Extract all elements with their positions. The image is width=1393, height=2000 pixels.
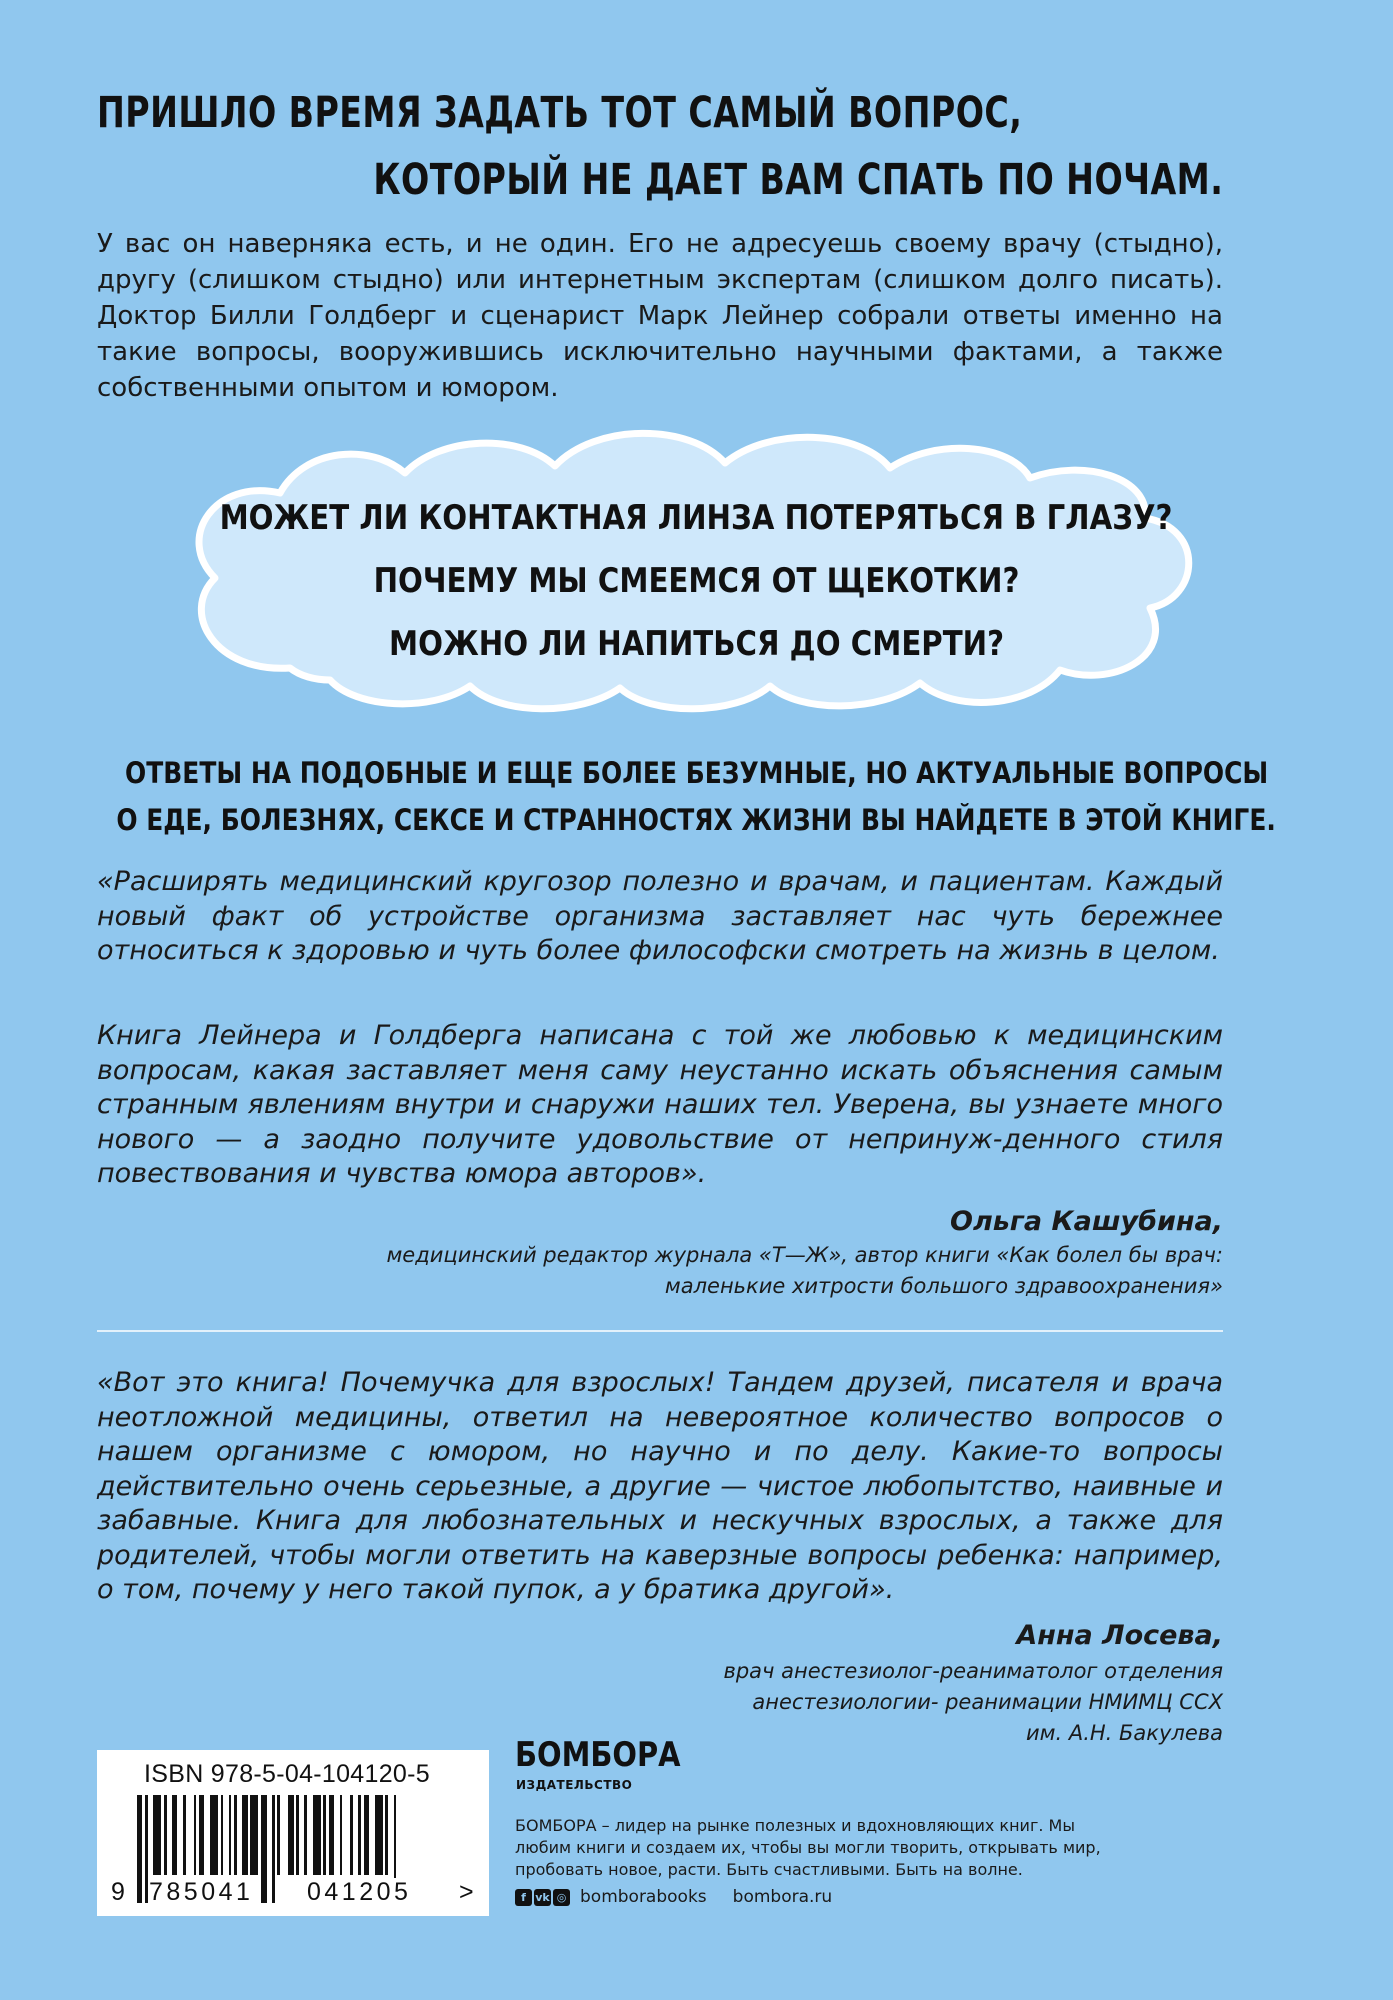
quote1-author-role-2: маленькие хитрости большого здравоохранения» [664,1274,1223,1298]
social-row [515,1887,832,1907]
barcode-bar [229,1795,232,1875]
vk-icon[interactable]: vk [535,1890,550,1904]
quote1-paragraph-1: «Расширять медицинский кругозор полезно и врачам, и пациентам. Каждый новый факт об устройстве организма заставляет нас чуть бережнее относиться к здоровью и чуть более философски смотреть на жизнь в целом. [97,866,1223,966]
social-handle[interactable]: bomborabooks [580,1887,707,1907]
barcode-bar [340,1795,343,1875]
barcode-bar [313,1795,321,1875]
barcode-digits-left: 785041 [149,1878,254,1906]
barcode-bar [323,1795,326,1875]
barcode-bar [296,1795,299,1875]
answers-line-1: ОТВЕТЫ НА ПОДОБНЫЕ И ЕЩЕ БОЛЕЕ БЕЗУМНЫЕ, НО АКТУАЛЬНЫЕ ВОПРОСЫ [124,756,1269,790]
barcode-bar [210,1795,218,1875]
barcode-bar [350,1795,353,1875]
publisher-blurb: БОМБОРА – лидер на рынке полезных и вдохновляющих книг. Мы любим книги и создаем их, чтобы вы могли творить, открывать мир, пробовать новое, расти. Быть счастливыми. Быть на волне. [515,1816,1101,1879]
barcode-bar [364,1795,369,1875]
barcode-end-marker: > [459,1878,478,1906]
publisher-logo: БОМБОРА [515,1735,681,1775]
site-link[interactable]: bombora.ru [732,1887,833,1907]
barcode-bar [194,1795,197,1875]
barcode-bar [385,1795,388,1875]
quote2-author-role-3: им. А.Н. Бакулева [1026,1721,1223,1745]
quote2-paragraph: «Вот это книга! Почемучка для взрослых! Тандем друзей, писателя и врача неотложной медицины, ответил на невероятное количество вопросов о нашем организме с юмором, но научно и по делу. Какие-то вопросы действительно очень серьезные, а другие — чистое любопытство, наивные и забавные. Книга для любознательных и нескучных взрослых, а также для родителей, чтобы могли ответить на каверзные вопросы ребенка: например, о том, почему у него такой пупок, а у братика другой». [97,1367,1223,1605]
barcode-bar [145,1795,148,1903]
isbn-text: ISBN 978-5-04-104120-5 [144,1760,430,1788]
divider [97,1330,1223,1332]
quote2-author: Анна Лосева, [1016,1620,1223,1651]
quote2-author-role-2: анестезиологии- реанимации НМИМЦ ССХ [752,1690,1223,1714]
barcode-bar [288,1795,293,1875]
quote1-author-role-1: медицинский редактор журнала «Т—Ж», автор книги «Как болел бы врач: [386,1243,1223,1267]
barcode-bar [137,1795,142,1903]
barcode-bar [164,1795,167,1875]
barcode-bar [250,1795,258,1875]
quote1-paragraph-2: Книга Лейнера и Голдберга написана с той же любовью к медицинским вопросам, какая заставляет меня саму неустанно искать объяснения самым странным явлениям внутри и снаружи наших тел. Уверена, вы узнаете много нового — а заодно получите удовольствие от непринуж-денного стиля повествования и чувства юмора авторов». [97,1020,1223,1189]
barcode-bar [304,1795,307,1875]
barcode-bar [242,1795,247,1875]
instagram-icon[interactable]: ◎ [553,1889,570,1906]
barcode-digits-right: 041205 [307,1878,412,1906]
cloud-question-3: МОЖНО ЛИ НАПИТЬСЯ ДО СМЕРТИ? [388,624,1005,664]
question-cloud [0,418,1393,718]
barcode [97,1750,489,1916]
publisher-logo-sub: ИЗДАТЕЛЬСТВО [516,1778,633,1792]
barcode-bar [375,1795,383,1875]
barcode-bar [272,1795,275,1903]
barcode-bar [183,1795,186,1875]
quote1-author: Ольга Кашубина, [950,1206,1223,1237]
facebook-icon[interactable]: f [515,1889,532,1906]
quote2-author-role-1: врач анестезиолог-реаниматолог отделения [723,1659,1223,1683]
barcode-bar [329,1795,334,1875]
cloud-question-2: ПОЧЕМУ МЫ СМЕЕМСЯ ОТ ЩЕКОТКИ? [373,561,1020,601]
intro-paragraph: У вас он наверняка есть, и не один. Его не адресуешь своему врачу (стыдно), другу (слишком стыдно) или интернетным экспертам (слишком долго писать). Доктор Билли Голдберг и сценарист Марк Лейнер собрали ответы именно на такие вопросы, вооружившись исключительно научными фактами, а также собственными опытом и юмором. [97,229,1223,403]
barcode-bar [153,1795,161,1875]
barcode-bar [172,1795,177,1875]
barcode-bar [261,1795,266,1903]
answers-line-2: О ЕДЕ, БОЛЕЗНЯХ, СЕКСЕ И СТРАННОСТЯХ ЖИЗНИ ВЫ НАЙДЕТЕ В ЭТОЙ КНИГЕ. [116,803,1277,837]
headline-line-2: КОТОРЫЙ НЕ ДАЕТ ВАМ СПАТЬ ПО НОЧАМ. [373,155,1223,205]
barcode-bar [358,1795,361,1875]
barcode-bar [199,1795,204,1875]
barcode-bar [234,1795,237,1875]
headline-line-1: ПРИШЛО ВРЕМЯ ЗАДАТЬ ТОТ САМЫЙ ВОПРОС, [97,88,1023,138]
barcode-bar [221,1795,224,1875]
barcode-bar [277,1795,280,1875]
barcode-digit-first: 9 [111,1878,129,1906]
cloud-question-1: МОЖЕТ ЛИ КОНТАКТНАЯ ЛИНЗА ПОТЕРЯТЬСЯ В ГЛАЗУ? [220,498,1173,538]
